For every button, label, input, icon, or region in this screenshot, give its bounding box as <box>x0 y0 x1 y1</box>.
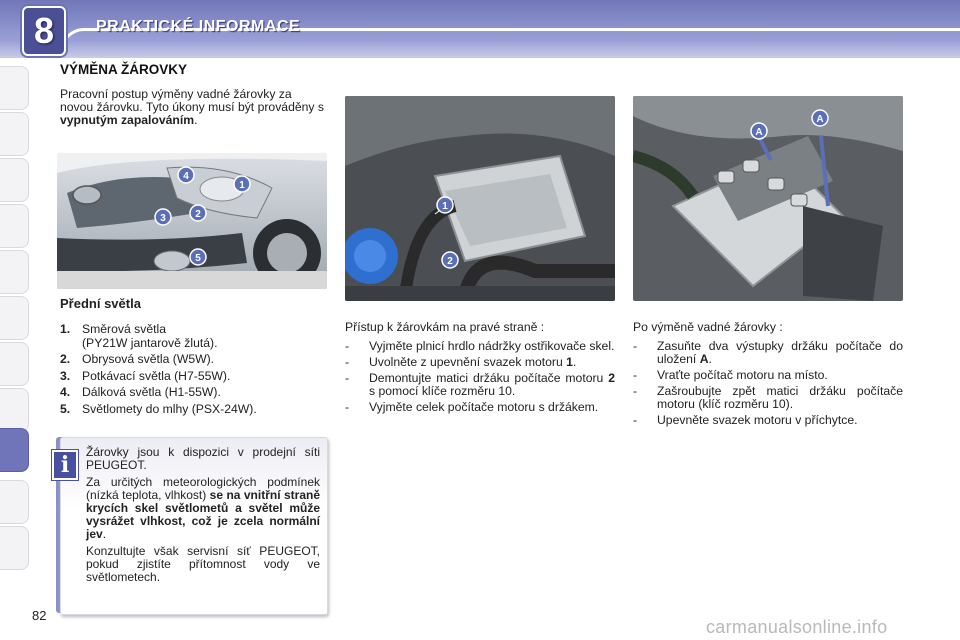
list-item: 4. Dálková světla (H1-55W). <box>60 385 221 399</box>
chapter-tabs <box>0 60 30 590</box>
watermark: carmanualsonline.info <box>706 617 888 637</box>
engine-computer-photo <box>633 96 903 301</box>
chapter-tab-11[interactable] <box>0 526 29 570</box>
list-item: 2. Obrysová světla (W5W). <box>60 352 215 366</box>
chapter-tab-4[interactable] <box>0 204 29 248</box>
step-item: - Upevněte svazek motoru v příchytce. <box>633 413 858 427</box>
svg-text:A: A <box>755 127 763 138</box>
chapter-tab-6[interactable] <box>0 296 29 340</box>
access-steps <box>345 321 615 417</box>
chapter-tab-active[interactable] <box>0 428 29 472</box>
chapter-tab-7[interactable] <box>0 342 29 386</box>
headlight-photo <box>57 153 327 289</box>
callout-3 <box>155 209 171 225</box>
page-number: 82 <box>32 608 47 623</box>
callout-2 <box>190 205 206 221</box>
arrow-icon <box>821 136 828 206</box>
callout-1 <box>234 176 250 192</box>
chapter-tab-5[interactable] <box>0 250 29 294</box>
step-item: - Zasuňte dva výstupky držáku počítače do uložení A. <box>633 339 903 366</box>
step-item: - Vyjměte celek počítače motoru s držákem. <box>345 400 599 414</box>
step-item: - Demontujte matici držáku počítače motoru 2 s pomocí klíče rozměru 10. <box>345 371 615 398</box>
callout-a <box>751 123 767 139</box>
info-paragraph: Konzultujte však servisní síť PEUGEOT, pokud zjistíte přítomnost vody ve světlometech. <box>86 544 320 584</box>
callout-2 <box>442 252 458 268</box>
callout-4 <box>178 167 194 183</box>
chapter-tab-8[interactable] <box>0 388 29 432</box>
chapter-tab-1[interactable] <box>0 66 29 110</box>
callout-1 <box>435 197 453 214</box>
intro-text: Pracovní postup výměny vadné žárovky za novou žárovku. Tyto úkony musí být prováděny s vypnutým zapalováním. <box>60 87 324 127</box>
svg-text:A: A <box>816 114 824 125</box>
access-lead: Přístup k žárovkám na pravé straně : <box>345 320 545 334</box>
chapter-tab-10[interactable] <box>0 480 29 524</box>
svg-text:5: 5 <box>195 253 201 264</box>
step-item: - Vyjměte plnicí hrdlo nádržky ostřikovače skel. <box>345 339 615 353</box>
svg-text:3: 3 <box>160 213 166 224</box>
info-paragraph: Za určitých meteorologických podmínek (nízká teplota, vlhkost) se na vnitřní straně krycích skel světlometů a světel může vysrážet vlhkost, což je zcela normální jev. <box>86 475 320 541</box>
list-item: 1. Směrová světla (PY21W jantarově žlutá). <box>60 322 218 350</box>
chapter-title: PRAKTICKÉ INFORMACE <box>96 18 301 35</box>
front-lights-heading: Přední světla <box>60 296 141 311</box>
chapter-tab-2[interactable] <box>0 112 29 156</box>
svg-text:1: 1 <box>239 180 245 191</box>
step-item: - Vraťte počítač motoru na místo. <box>633 368 828 382</box>
chapter-tab-3[interactable] <box>0 158 29 202</box>
section-title: VÝMĚNA ŽÁROVKY <box>60 62 188 77</box>
callout-5 <box>190 249 206 265</box>
after-steps <box>633 321 903 430</box>
callout-a <box>812 110 828 126</box>
chapter-number: 8 <box>33 10 55 51</box>
step-item: - Uvolněte z upevnění svazek motoru 1. <box>345 355 577 369</box>
bulb-list <box>60 323 330 419</box>
svg-text:4: 4 <box>183 171 189 182</box>
engine-bay-photo <box>345 96 615 301</box>
list-item: 5. Světlomety do mlhy (PSX-24W). <box>60 401 257 416</box>
list-item: 3. Potkávací světla (H7-55W). <box>60 368 231 383</box>
svg-text:1: 1 <box>442 201 448 212</box>
svg-text:2: 2 <box>447 256 453 267</box>
svg-text:2: 2 <box>195 209 201 220</box>
info-paragraph: Žárovky jsou k dispozici v prodejní síti PEUGEOT. <box>86 445 320 472</box>
step-item: - Zašroubujte zpět matici držáku počítače motoru (klíč rozměru 10). <box>633 384 903 411</box>
after-lead: Po výměně vadné žárovky : <box>633 320 783 334</box>
info-icon: i <box>52 450 78 480</box>
info-text <box>86 446 320 588</box>
